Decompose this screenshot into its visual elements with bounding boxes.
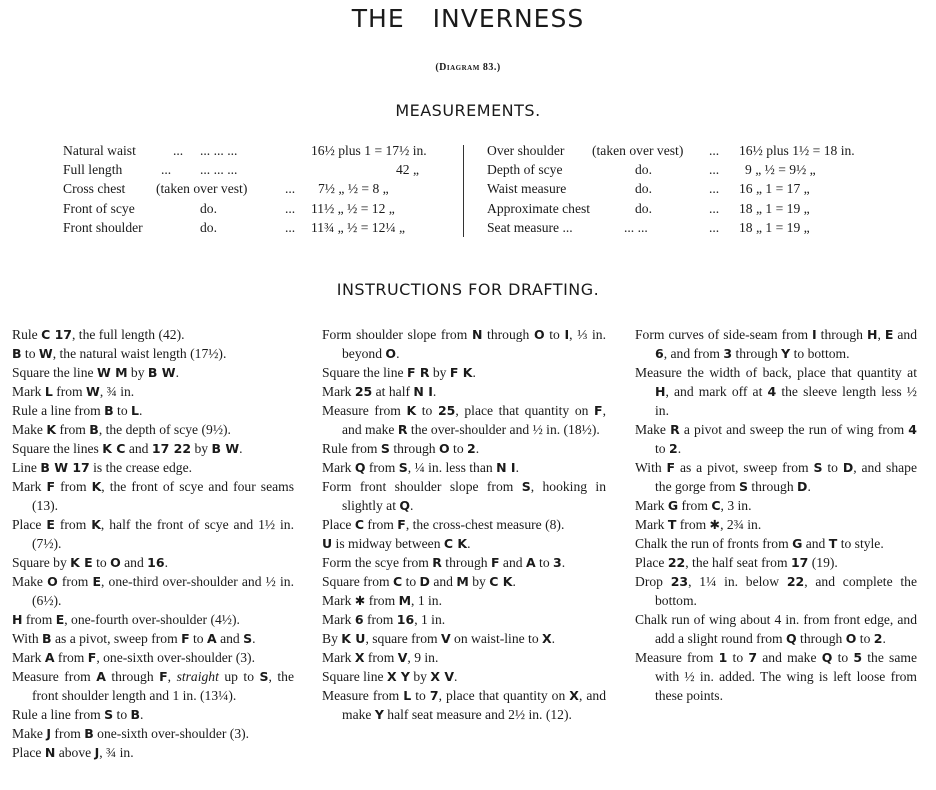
instruction-step: Measure from A through F, straight up to S, the front shoulder length and 1 in. (13¼). — [12, 669, 294, 703]
instruction-step: Mark T from ✱, 2¾ in. — [635, 517, 762, 532]
instruction-step: Drop 23, 1¼ in. below 22, and complete the bottom. — [635, 574, 917, 608]
measurement-name: Front of scye — [63, 200, 135, 216]
measurement-note: (taken over vest) — [156, 181, 248, 197]
instruction-step: Place N above J, ¾ in. — [12, 745, 134, 760]
instruction-step: Chalk run of wing about 4 in. from front edge, and add a slight round from Q through O to 2. — [635, 612, 917, 646]
instruction-step: Rule C 17, the full length (42). — [12, 327, 185, 342]
measurement-row — [487, 199, 897, 218]
instruction-step: Make O from E, one-third over-shoulder and ½ in. (6½). — [12, 574, 294, 608]
measurement-dots: ... — [709, 143, 720, 158]
instruction-step: Make K from B, the depth of scye (9½). — [12, 422, 231, 437]
instruction-step: Rule from S through O to 2. — [322, 441, 480, 456]
measurement-value: 18 „ 1 = 19 „ — [739, 200, 810, 216]
measurement-note: do. — [635, 200, 652, 216]
instruction-step: B to W, the natural waist length (17½). — [12, 346, 227, 361]
measurements-right-column — [487, 141, 897, 237]
measurement-value: 16½ plus 1½ = 18 in. — [739, 143, 855, 158]
instruction-step: Place E from K, half the front of scye and 1½ in. (7½). — [12, 517, 294, 551]
instruction-step: Square the lines K C and 17 22 by B W. — [12, 441, 243, 456]
instruction-step: Place C from F, the cross-chest measure (8). — [322, 517, 565, 532]
measurement-dots: ... — [285, 181, 296, 197]
measurement-value: 18 „ 1 = 19 „ — [739, 219, 810, 235]
page-title — [0, 4, 936, 33]
instruction-step: Measure from K to 25, place that quantity on F, and make R the over-shoulder and ½ in. (18½). — [322, 403, 606, 437]
measurement-row — [63, 199, 448, 218]
instruction-step: Square the line W M by B W. — [12, 365, 179, 380]
measurement-note: do. — [200, 200, 217, 216]
measurement-note: do. — [200, 219, 217, 235]
measurement-value: 16 „ 1 = 17 „ — [739, 181, 810, 197]
measurement-value: 7½ „ ½ = 8 „ — [318, 181, 389, 197]
measurement-note: (taken over vest) — [592, 143, 684, 158]
measurement-row — [63, 218, 448, 237]
measurement-name: Over shoulder — [487, 143, 565, 158]
instruction-step: Mark ✱ from M, 1 in. — [322, 593, 442, 608]
instructions-column-2 — [322, 325, 606, 724]
instruction-step: H from E, one-fourth over-shoulder (4½). — [12, 612, 240, 627]
measurement-row — [487, 160, 897, 179]
measurement-name: Full length — [63, 162, 123, 178]
instruction-step: Rule a line from S to B. — [12, 707, 144, 722]
instructions-heading: INSTRUCTIONS FOR DRAFTING. — [336, 280, 600, 299]
instruction-step: Square from C to D and M by C K. — [322, 574, 516, 589]
measurement-dots: ... — [285, 200, 296, 216]
measurement-dots: ... — [161, 162, 172, 178]
measurement-value: 11½ „ ½ = 12 „ — [311, 200, 395, 216]
measurement-dots: ... ... ... — [200, 143, 238, 158]
instruction-step: Square the line F R by F K. — [322, 365, 476, 380]
instruction-step: Mark L from W, ¾ in. — [12, 384, 135, 399]
measurement-dots: ... — [173, 143, 184, 158]
instruction-step: Place 22, the half seat from 17 (19). — [635, 555, 838, 570]
measurement-row — [487, 179, 897, 198]
title-word: INVERNESS — [432, 4, 585, 33]
instruction-step: Measure from L to 7, place that quantity on X, and make Y half seat measure and 2½ in. (12). — [322, 688, 606, 722]
measurement-dots: ... — [709, 162, 720, 178]
measurement-name: Waist measure — [487, 181, 567, 197]
instruction-step: Mark 25 at half N I. — [322, 384, 437, 399]
instruction-step: Form shoulder slope from N through O to I, ⅓ in. beyond O. — [322, 327, 606, 361]
instruction-step: Mark F from K, the front of scye and four seams (13). — [12, 479, 294, 513]
instruction-step: By K U, square from V on waist-line to X. — [322, 631, 556, 646]
measurements-heading: MEASUREMENTS. — [395, 101, 541, 120]
measurement-value: 16½ plus 1 = 17½ in. — [311, 143, 427, 158]
measurement-name: Approximate chest — [487, 200, 591, 216]
instruction-step: Rule a line from B to L. — [12, 403, 143, 418]
measurement-note: ... ... — [624, 219, 648, 235]
instruction-step: Form the scye from R through F and A to 3. — [322, 555, 566, 570]
instructions-column-1 — [12, 325, 294, 762]
diagram-reference: (Diagram 83.) — [435, 62, 501, 73]
measurement-row — [63, 141, 448, 160]
measurement-row — [63, 179, 448, 198]
measurements-left-column — [63, 141, 448, 237]
measurement-dots: ... — [709, 200, 720, 216]
measurement-name: Seat measure ... — [487, 219, 573, 235]
column-divider — [463, 145, 464, 237]
measurement-name: Front shoulder — [63, 219, 143, 235]
instruction-step: Measure from 1 to 7 and make Q to 5 the same with ½ in. added. The wing is left loose from these points. — [635, 650, 917, 703]
title-word: THE — [351, 4, 405, 33]
measurement-row — [63, 160, 448, 179]
instruction-step: Mark X from V, 9 in. — [322, 650, 439, 665]
instruction-step: U is midway between C K. — [322, 536, 471, 551]
instruction-step: With F as a pivot, sweep from S to D, and shape the gorge from S through D. — [635, 460, 917, 494]
instruction-step: Line B W 17 is the crease edge. — [12, 460, 193, 475]
instruction-step: Square by K E to O and 16. — [12, 555, 168, 570]
instruction-step: Mark G from C, 3 in. — [635, 498, 752, 513]
instruction-step: Form curves of side-seam from I through H, E and 6, and from 3 through Y to bottom. — [635, 327, 918, 361]
measurement-note: do. — [635, 181, 652, 197]
measurement-row — [487, 141, 897, 160]
measurement-dots: ... — [285, 219, 296, 235]
instruction-step: Mark 6 from 16, 1 in. — [322, 612, 446, 627]
measurement-name: Depth of scye — [487, 162, 563, 178]
instruction-step: Form front shoulder slope from S, hooking in slightly at Q. — [322, 479, 607, 513]
instruction-step: Mark Q from S, ¼ in. less than N I. — [322, 460, 519, 475]
measurement-value: 11¾ „ ½ = 12¼ „ — [311, 219, 405, 235]
measurement-name: Cross chest — [63, 181, 126, 197]
instructions-column-3 — [635, 325, 917, 705]
instruction-step: Mark A from F, one-sixth over-shoulder (3). — [12, 650, 255, 665]
instruction-step: With B as a pivot, sweep from F to A and S. — [12, 631, 256, 646]
instruction-step: Chalk the run of fronts from G and T to style. — [635, 536, 884, 551]
measurement-dots: ... — [709, 181, 720, 197]
measurement-dots: ... ... ... — [200, 162, 238, 178]
measurement-value: 9 „ ½ = 9½ „ — [745, 162, 816, 178]
measurement-dots: ... — [709, 219, 720, 235]
measurement-note: do. — [635, 162, 652, 178]
instruction-step: Measure the width of back, place that quantity at H, and mark off at 4 the sleeve length less ½ in. — [635, 365, 917, 418]
instruction-step: Make J from B one-sixth over-shoulder (3). — [12, 726, 250, 741]
measurement-row — [487, 218, 897, 237]
instruction-step: Square line X Y by X V. — [322, 669, 458, 684]
instruction-step: Make R a pivot and sweep the run of wing from 4 to 2. — [635, 422, 917, 456]
measurement-name: Natural waist — [63, 143, 136, 158]
measurement-value: 42 „ — [396, 162, 420, 178]
